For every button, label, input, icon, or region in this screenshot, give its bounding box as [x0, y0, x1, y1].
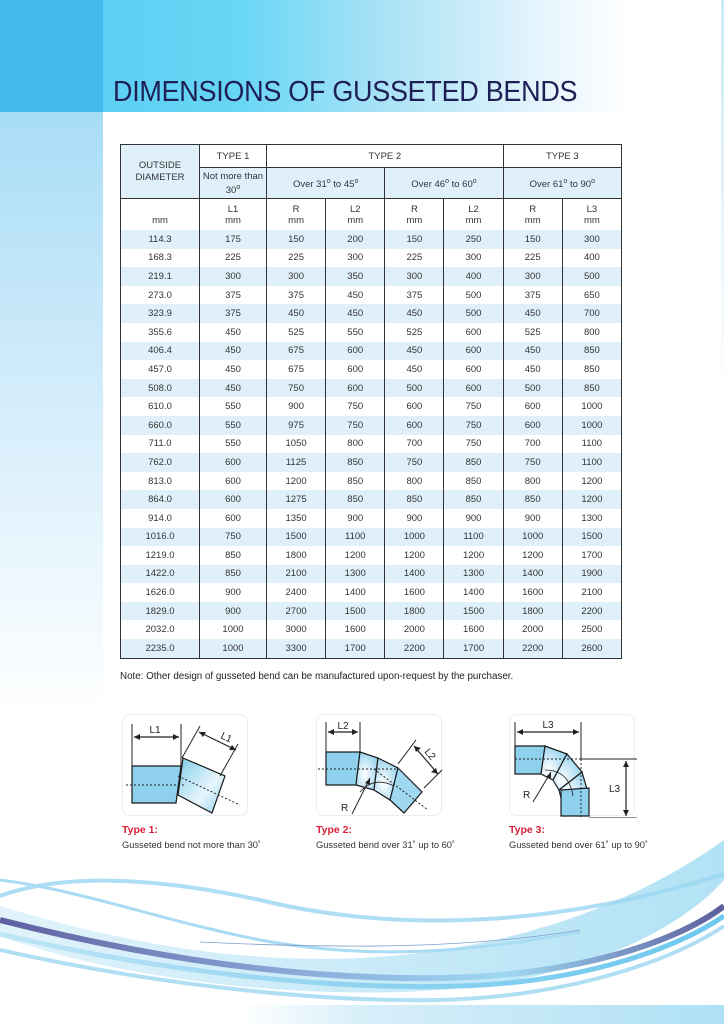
cell-dimension: 2200	[385, 639, 444, 658]
cell-dimension: 850	[444, 490, 503, 509]
header-type2: TYPE 2	[267, 145, 504, 168]
cell-dimension: 1500	[267, 528, 326, 547]
cell-dimension: 500	[385, 379, 444, 398]
cell-dimension: 300	[267, 267, 326, 286]
cell-dimension: 900	[385, 509, 444, 528]
cell-dimension: 500	[562, 267, 621, 286]
cell-dimension: 250	[444, 230, 503, 249]
cell-outside-diameter: 508.0	[121, 379, 200, 398]
cell-dimension: 1700	[326, 639, 385, 658]
cell-dimension: 1200	[267, 472, 326, 491]
type3-range-start: Over 61	[529, 179, 564, 190]
cell-dimension: 1200	[444, 546, 503, 565]
type1-caption-title: Type 1:	[122, 824, 158, 836]
cell-dimension: 225	[503, 249, 562, 268]
cell-dimension: 750	[326, 416, 385, 435]
cell-dimension: 1300	[444, 565, 503, 584]
cell-dimension: 1300	[562, 509, 621, 528]
cell-dimension: 600	[326, 379, 385, 398]
header-unit-cell	[444, 199, 503, 231]
table-body	[121, 230, 622, 658]
table-row	[121, 528, 622, 547]
cell-dimension: 450	[267, 304, 326, 323]
cell-dimension: 2200	[503, 639, 562, 658]
cell-dimension: 1800	[503, 602, 562, 621]
cell-dimension: 375	[200, 286, 267, 305]
cell-dimension: 800	[503, 472, 562, 491]
cell-dimension: 1000	[562, 397, 621, 416]
cell-outside-diameter: 2032.0	[121, 620, 200, 639]
cell-dimension: 1500	[444, 602, 503, 621]
cell-dimension: 850	[562, 360, 621, 379]
cell-dimension: 1350	[267, 509, 326, 528]
cell-dimension: 2400	[267, 583, 326, 602]
type1-bend-diagram-icon	[122, 714, 250, 818]
table-row	[121, 639, 622, 658]
cell-dimension: 375	[503, 286, 562, 305]
cell-dimension: 1050	[267, 435, 326, 454]
table-header-row-types	[121, 145, 622, 168]
cell-dimension: 650	[562, 286, 621, 305]
cell-outside-diameter: 1016.0	[121, 528, 200, 547]
cell-dimension: 850	[326, 472, 385, 491]
cell-dimension: 750	[385, 453, 444, 472]
cell-dimension: 2600	[562, 639, 621, 658]
cell-dimension: 850	[326, 490, 385, 509]
cell-dimension: 1600	[444, 620, 503, 639]
table-row	[121, 249, 622, 268]
cell-dimension: 750	[444, 397, 503, 416]
cell-outside-diameter: 914.0	[121, 509, 200, 528]
header-unit-cell	[562, 199, 621, 231]
cell-dimension: 850	[200, 565, 267, 584]
cell-dimension: 1200	[562, 472, 621, 491]
cell-dimension: 600	[200, 490, 267, 509]
cell-outside-diameter: 2235.0	[121, 639, 200, 658]
header-type3: TYPE 3	[503, 145, 621, 168]
cell-dimension: 800	[562, 323, 621, 342]
cell-dimension: 450	[503, 360, 562, 379]
cell-dimension: 850	[503, 490, 562, 509]
header-unit-mm: mm	[225, 214, 241, 226]
table-row	[121, 323, 622, 342]
cell-dimension: 600	[444, 379, 503, 398]
cell-dimension: 1300	[326, 565, 385, 584]
cell-dimension: 1700	[444, 639, 503, 658]
cell-outside-diameter: 1829.0	[121, 602, 200, 621]
table-row	[121, 490, 622, 509]
cell-dimension: 550	[200, 435, 267, 454]
cell-dimension: 600	[385, 397, 444, 416]
header-unit-cell	[503, 199, 562, 231]
header-unit-label: R	[529, 203, 537, 215]
cell-dimension: 500	[444, 286, 503, 305]
cell-dimension: 525	[267, 323, 326, 342]
header-unit-cell	[385, 199, 444, 231]
cell-dimension: 2500	[562, 620, 621, 639]
cell-outside-diameter: 864.0	[121, 490, 200, 509]
table-row	[121, 602, 622, 621]
cell-dimension: 700	[562, 304, 621, 323]
cell-dimension: 1500	[562, 528, 621, 547]
table-row	[121, 620, 622, 639]
header-unit-cell	[326, 199, 385, 231]
cell-dimension: 2100	[267, 565, 326, 584]
cell-dimension: 2200	[562, 602, 621, 621]
table-row	[121, 472, 622, 491]
cell-dimension: 450	[326, 286, 385, 305]
background-left-strip	[0, 112, 103, 712]
cell-dimension: 450	[200, 342, 267, 361]
table-row	[121, 360, 622, 379]
cell-dimension: 1700	[562, 546, 621, 565]
cell-dimension: 150	[385, 230, 444, 249]
header-unit-mm: mm	[583, 214, 600, 226]
type2-diagram-card	[316, 714, 444, 814]
cell-dimension: 1000	[562, 416, 621, 435]
cell-outside-diameter: 457.0	[121, 360, 200, 379]
header-unit-mm: mm	[465, 214, 482, 226]
cell-dimension: 1100	[326, 528, 385, 547]
cell-outside-diameter: 660.0	[121, 416, 200, 435]
cell-dimension: 750	[326, 397, 385, 416]
table-row	[121, 267, 622, 286]
cell-dimension: 500	[444, 304, 503, 323]
cell-dimension: 150	[503, 230, 562, 249]
cell-dimension: 600	[200, 472, 267, 491]
type2a-range-end: to 45	[330, 179, 355, 190]
cell-dimension: 1100	[562, 453, 621, 472]
header-unit-cell	[200, 199, 267, 231]
header-unit-mm: mm	[524, 214, 541, 226]
cell-dimension: 1600	[385, 583, 444, 602]
cell-outside-diameter: 355.6	[121, 323, 200, 342]
header-type2a-range	[267, 168, 385, 199]
cell-dimension: 1000	[200, 620, 267, 639]
cell-dimension: 450	[503, 342, 562, 361]
cell-dimension: 850	[200, 546, 267, 565]
cell-dimension: 1000	[200, 639, 267, 658]
cell-dimension: 525	[503, 323, 562, 342]
cell-dimension: 3300	[267, 639, 326, 658]
cell-dimension: 600	[444, 342, 503, 361]
type2-caption-description: Gusseted bend over 31˚ up to 60˚	[316, 840, 456, 850]
type2-label-l2-a: L2	[337, 721, 349, 732]
cell-dimension: 175	[200, 230, 267, 249]
type1-range-text: Not more than 30	[202, 170, 264, 196]
cell-dimension: 300	[326, 249, 385, 268]
cell-dimension: 300	[200, 267, 267, 286]
type1-label-l1-a: L1	[149, 725, 161, 736]
header-unit-mm: mm	[406, 214, 423, 226]
background-left-block	[0, 0, 103, 112]
table-row	[121, 304, 622, 323]
degree-mark: o	[354, 178, 359, 185]
cell-dimension: 750	[444, 435, 503, 454]
cell-dimension: 900	[326, 509, 385, 528]
table-row	[121, 397, 622, 416]
cell-dimension: 375	[385, 286, 444, 305]
type2b-range-end: to 60	[448, 179, 473, 190]
header-type2b-range	[385, 168, 503, 199]
type2-label-r: R	[341, 803, 349, 814]
table-row	[121, 583, 622, 602]
cell-dimension: 600	[444, 360, 503, 379]
cell-dimension: 2700	[267, 602, 326, 621]
cell-dimension: 450	[200, 379, 267, 398]
type3-label-r: R	[523, 790, 531, 801]
cell-dimension: 700	[503, 435, 562, 454]
cell-dimension: 1600	[503, 583, 562, 602]
cell-dimension: 600	[444, 323, 503, 342]
cell-dimension: 900	[200, 602, 267, 621]
table-row	[121, 435, 622, 454]
header-outside-diameter	[121, 145, 200, 199]
cell-dimension: 2000	[503, 620, 562, 639]
cell-dimension: 675	[267, 342, 326, 361]
cell-dimension: 2100	[562, 583, 621, 602]
degree-mark: o	[236, 183, 241, 191]
cell-dimension: 450	[385, 304, 444, 323]
cell-dimension: 300	[562, 230, 621, 249]
table-row	[121, 453, 622, 472]
cell-dimension: 525	[385, 323, 444, 342]
cell-dimension: 800	[326, 435, 385, 454]
cell-dimension: 400	[562, 249, 621, 268]
cell-dimension: 750	[444, 416, 503, 435]
type3-label-l3-a: L3	[542, 720, 554, 731]
header-unit-label: L2	[349, 203, 361, 215]
header-unit-mm: mm	[288, 214, 304, 226]
cell-dimension: 450	[326, 304, 385, 323]
cell-outside-diameter: 610.0	[121, 397, 200, 416]
type3-caption-description: Gusseted bend over 61˚ up to 90˚	[509, 840, 649, 850]
header-type3-range	[503, 168, 621, 199]
page-title: DIMENSIONS OF GUSSETED BENDS	[113, 76, 578, 108]
cell-dimension: 300	[503, 267, 562, 286]
cell-dimension: 1800	[267, 546, 326, 565]
cell-dimension: 1200	[326, 546, 385, 565]
cell-dimension: 225	[200, 249, 267, 268]
cell-dimension: 1900	[562, 565, 621, 584]
cell-dimension: 450	[385, 360, 444, 379]
type3-diagram-card	[509, 714, 637, 814]
cell-dimension: 1200	[385, 546, 444, 565]
header-unit-label	[121, 204, 199, 215]
cell-dimension: 900	[200, 583, 267, 602]
cell-dimension: 450	[503, 304, 562, 323]
cell-dimension: 1600	[326, 620, 385, 639]
cell-dimension: 200	[326, 230, 385, 249]
background-bottom-band	[240, 1005, 724, 1024]
cell-outside-diameter: 813.0	[121, 472, 200, 491]
type3-label-l3-b: L3	[609, 784, 621, 795]
cell-dimension: 1100	[562, 435, 621, 454]
cell-outside-diameter: 1422.0	[121, 565, 200, 584]
cell-dimension: 1125	[267, 453, 326, 472]
cell-dimension: 550	[326, 323, 385, 342]
cell-dimension: 1400	[326, 583, 385, 602]
header-type1: TYPE 1	[200, 145, 267, 168]
cell-dimension: 850	[385, 490, 444, 509]
cell-dimension: 850	[444, 453, 503, 472]
cell-dimension: 700	[385, 435, 444, 454]
cell-dimension: 600	[385, 416, 444, 435]
header-unit-cell	[121, 199, 200, 231]
cell-dimension: 600	[200, 509, 267, 528]
type3-bend-diagram-icon	[509, 714, 637, 818]
type3-range-end: to 90	[567, 179, 592, 190]
cell-dimension: 975	[267, 416, 326, 435]
type2-bend-diagram-icon	[316, 714, 444, 818]
cell-dimension: 750	[267, 379, 326, 398]
header-unit-label: R	[410, 203, 418, 215]
cell-dimension: 375	[200, 304, 267, 323]
cell-dimension: 750	[503, 453, 562, 472]
cell-dimension: 375	[267, 286, 326, 305]
type2a-range-start: Over 31	[292, 179, 327, 190]
degree-mark: o	[445, 178, 449, 185]
cell-dimension: 900	[503, 509, 562, 528]
table-row	[121, 565, 622, 584]
cell-outside-diameter: 168.3	[121, 249, 200, 268]
cell-dimension: 400	[444, 267, 503, 286]
cell-outside-diameter: 273.0	[121, 286, 200, 305]
cell-dimension: 1400	[385, 565, 444, 584]
table-row	[121, 416, 622, 435]
table-row	[121, 379, 622, 398]
header-unit-mm: mm	[152, 214, 168, 226]
cell-dimension: 350	[326, 267, 385, 286]
type2-caption-title: Type 2:	[316, 824, 352, 836]
cell-dimension: 1800	[385, 602, 444, 621]
table-row	[121, 509, 622, 528]
cell-dimension: 675	[267, 360, 326, 379]
degree-mark: o	[472, 178, 477, 185]
header-outside-diameter-label: OUTSIDE DIAMETER	[135, 159, 185, 183]
type2-label-l2-b: L2	[421, 746, 438, 763]
cell-dimension: 1400	[503, 565, 562, 584]
cell-dimension: 225	[267, 249, 326, 268]
degree-mark: o	[591, 178, 595, 185]
cell-dimension: 3000	[267, 620, 326, 639]
dimensions-table	[120, 144, 622, 659]
cell-dimension: 1500	[326, 602, 385, 621]
cell-dimension: 2000	[385, 620, 444, 639]
cell-dimension: 550	[200, 397, 267, 416]
cell-dimension: 1000	[503, 528, 562, 547]
cell-dimension: 300	[385, 267, 444, 286]
cell-dimension: 600	[326, 342, 385, 361]
cell-dimension: 600	[326, 360, 385, 379]
type2b-range-start: Over 46	[411, 179, 446, 190]
cell-dimension: 1200	[503, 546, 562, 565]
table-row	[121, 546, 622, 565]
cell-outside-diameter: 711.0	[121, 435, 200, 454]
cell-dimension: 450	[200, 323, 267, 342]
cell-dimension: 800	[385, 472, 444, 491]
header-unit-label: L1	[227, 203, 239, 215]
cell-dimension: 450	[200, 360, 267, 379]
header-type1-range	[200, 168, 267, 199]
cell-outside-diameter: 762.0	[121, 453, 200, 472]
type3-caption-title: Type 3:	[509, 824, 545, 836]
header-unit-label: L2	[468, 203, 479, 215]
cell-dimension: 1400	[444, 583, 503, 602]
cell-dimension: 450	[385, 342, 444, 361]
cell-dimension: 1000	[385, 528, 444, 547]
degree-mark: o	[326, 178, 331, 185]
cell-dimension: 900	[444, 509, 503, 528]
cell-dimension: 1200	[562, 490, 621, 509]
table-note: Note: Other design of gusseted bend can be manufactured upon-request by the purchaser.	[120, 671, 514, 682]
degree-mark: o	[563, 178, 568, 185]
table-row	[121, 286, 622, 305]
cell-outside-diameter: 114.3	[121, 230, 200, 249]
cell-outside-diameter: 406.4	[121, 342, 200, 361]
cell-dimension: 1275	[267, 490, 326, 509]
cell-dimension: 850	[562, 342, 621, 361]
cell-dimension: 600	[503, 416, 562, 435]
decorative-waves	[0, 840, 724, 1024]
type1-diagram-card	[122, 714, 250, 814]
header-unit-mm: mm	[347, 214, 364, 226]
cell-dimension: 150	[267, 230, 326, 249]
header-unit-label: L3	[586, 203, 598, 215]
type1-label-l1-b: L1	[218, 730, 234, 746]
cell-outside-diameter: 219.1	[121, 267, 200, 286]
cell-dimension: 750	[200, 528, 267, 547]
cell-dimension: 850	[326, 453, 385, 472]
cell-dimension: 850	[562, 379, 621, 398]
header-unit-label: R	[292, 203, 300, 215]
cell-dimension: 225	[385, 249, 444, 268]
cell-dimension: 500	[503, 379, 562, 398]
header-unit-cell	[267, 199, 326, 231]
cell-dimension: 600	[200, 453, 267, 472]
cell-outside-diameter: 1219.0	[121, 546, 200, 565]
table-row	[121, 342, 622, 361]
cell-dimension: 300	[444, 249, 503, 268]
table-row	[121, 230, 622, 249]
table-header-row-units	[121, 199, 622, 231]
cell-dimension: 600	[503, 397, 562, 416]
type1-caption-description: Gusseted bend not more than 30˚	[122, 840, 262, 850]
cell-outside-diameter: 1626.0	[121, 583, 200, 602]
cell-dimension: 550	[200, 416, 267, 435]
cell-dimension: 850	[444, 472, 503, 491]
cell-dimension: 1100	[444, 528, 503, 547]
cell-dimension: 900	[267, 397, 326, 416]
cell-outside-diameter: 323.9	[121, 304, 200, 323]
